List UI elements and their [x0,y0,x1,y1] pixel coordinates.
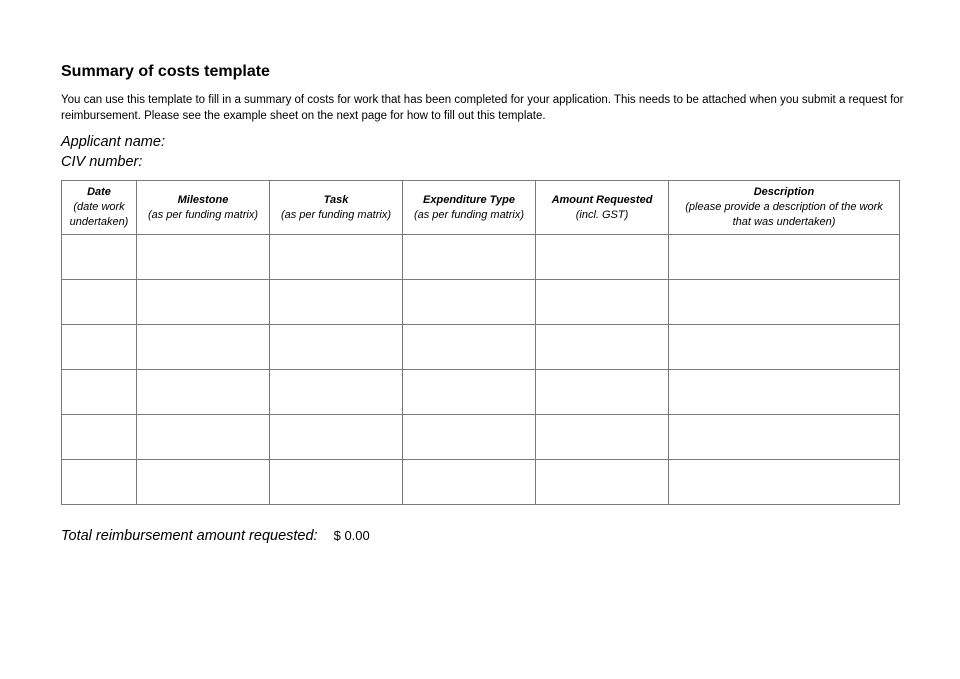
cell-task[interactable] [270,235,403,280]
total-reimbursement [61,528,370,544]
column-heading: Task [323,193,349,206]
cell-amount-requested[interactable] [536,460,669,505]
applicant-name-label: Applicant name: [61,134,165,150]
cell-date[interactable] [62,370,137,415]
table-header-row [62,181,900,235]
column-subheading: (as per funding matrix) [413,208,525,221]
column-header-date [62,181,137,235]
table-row [62,415,900,460]
cell-expenditure-type[interactable] [403,415,536,460]
cell-milestone[interactable] [137,415,270,460]
table-row [62,325,900,370]
cell-expenditure-type[interactable] [403,325,536,370]
cell-expenditure-type[interactable] [403,370,536,415]
cell-milestone[interactable] [137,325,270,370]
intro-paragraph: You can use this template to fill in a summary of costs for work that has been completed for your application. This needs to be attached when you submit a request for reimbursement. Please see the example sheet on the next page for how to fill out this template. [61,94,904,122]
column-header-task [270,181,403,235]
cell-description[interactable] [669,370,900,415]
cell-amount-requested[interactable] [536,325,669,370]
cell-task[interactable] [270,460,403,505]
cell-task[interactable] [270,415,403,460]
cell-amount-requested[interactable] [536,280,669,325]
cell-description[interactable] [669,325,900,370]
column-heading: Description [753,186,815,198]
column-heading: Amount Requested [551,193,653,206]
total-amount: $ 0.00 [333,528,370,543]
civ-number-label: CIV number: [61,154,143,170]
table-row [62,235,900,280]
cell-description[interactable] [669,415,900,460]
cell-task[interactable] [270,370,403,415]
column-heading: Expenditure Type [423,193,515,206]
column-header-amount-requested [536,181,669,235]
cell-amount-requested[interactable] [536,415,669,460]
cell-description[interactable] [669,235,900,280]
cell-task[interactable] [270,325,403,370]
cell-amount-requested[interactable] [536,235,669,280]
document-title: Summary of costs template [61,63,270,80]
cell-milestone[interactable] [137,370,270,415]
cell-milestone[interactable] [137,460,270,505]
table-row [62,370,900,415]
cell-description[interactable] [669,460,900,505]
column-subheading: (please provide a description of the work that was undertaken) [685,201,883,228]
total-label: Total reimbursement amount requested: [61,528,318,544]
column-subheading: (as per funding matrix) [280,208,392,221]
cell-amount-requested[interactable] [536,370,669,415]
column-subheading: (incl. GST) [575,208,629,221]
column-heading: Milestone [177,193,229,206]
cell-date[interactable] [62,235,137,280]
cell-date[interactable] [62,325,137,370]
column-header-expenditure-type [403,181,536,235]
costs-table [61,180,900,505]
cell-expenditure-type[interactable] [403,280,536,325]
table-row [62,460,900,505]
column-heading: Date [87,186,111,198]
cell-milestone[interactable] [137,280,270,325]
cell-date[interactable] [62,415,137,460]
cell-description[interactable] [669,280,900,325]
cell-milestone[interactable] [137,235,270,280]
column-subheading: (date work undertaken) [69,201,129,228]
cell-date[interactable] [62,280,137,325]
column-header-milestone [137,181,270,235]
column-header-description [669,181,900,235]
cell-task[interactable] [270,280,403,325]
cell-expenditure-type[interactable] [403,235,536,280]
cell-expenditure-type[interactable] [403,460,536,505]
cell-date[interactable] [62,460,137,505]
column-subheading: (as per funding matrix) [147,208,259,221]
table-row [62,280,900,325]
